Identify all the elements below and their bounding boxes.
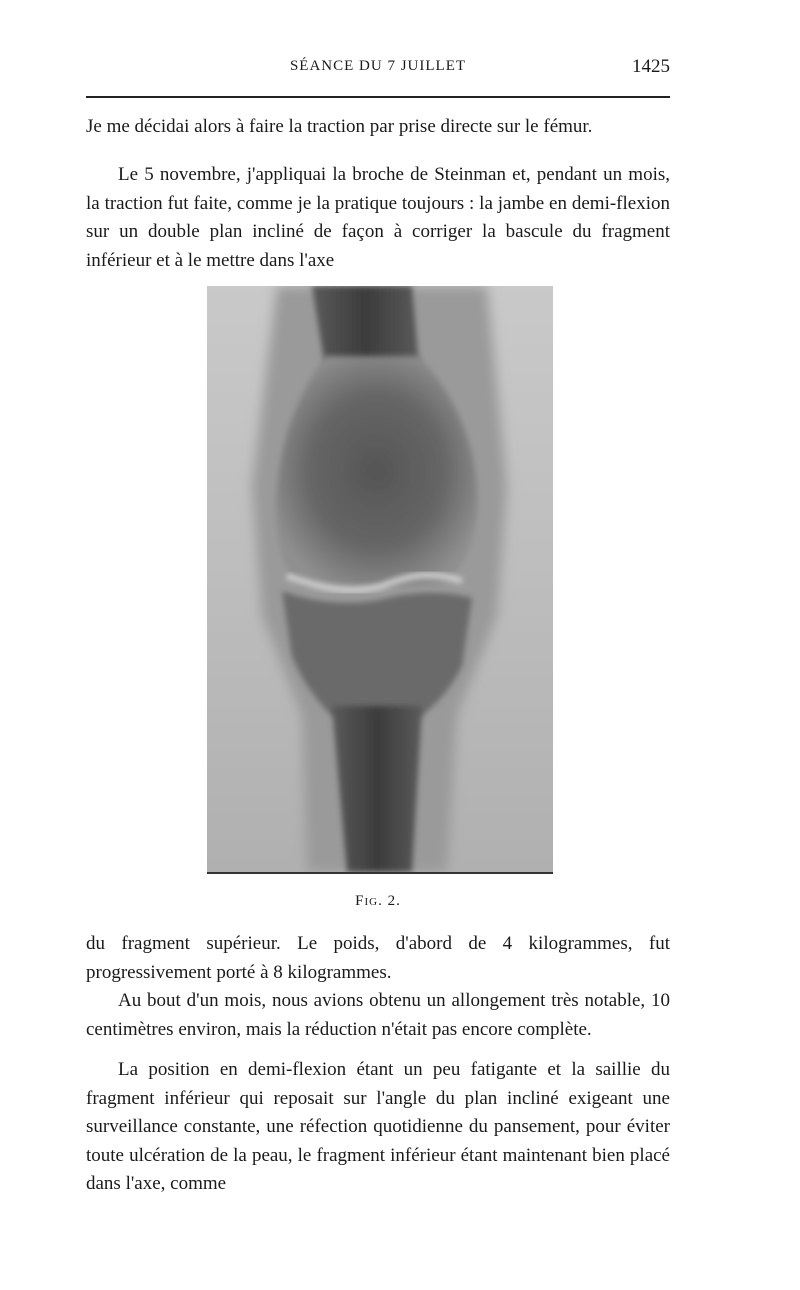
running-title: SÉANCE DU 7 JUILLET [289, 58, 467, 74]
knee-xray-image [207, 286, 553, 874]
paragraph-3: du fragment supérieur. Le poids, d'abord de 4 kilogrammes, fut progressivement porté à 8 kilogrammes. [86, 933, 670, 983]
page-number: 1425 [632, 56, 670, 77]
figure-caption: Fig. 2. [355, 893, 401, 909]
paragraph-2: Le 5 novembre, j'appliquai la broche de Steinman et, pendant un mois, la traction fut faite, comme je la pratique toujours : la jambe en demi-flexion sur un double plan incliné de façon à corriger la bascule du fragment inférieur et à le mettre dans l'axe [86, 164, 670, 271]
running-header [86, 58, 670, 84]
header-rule [86, 96, 670, 98]
paragraph-5: La position en demi-flexion étant un peu fatigante et la saillie du fragment inférieur qui reposait sur l'angle du plan incliné exigeant une surveillance constante, une réfection quotidienne du pansement, pour éviter toute ulcération de la peau, le fragment inférieur étant maintenant bien placé dans l'axe, comme [86, 1059, 670, 1195]
paragraph-1: Je me décidai alors à faire la traction par prise directe sur le fémur. [86, 116, 593, 137]
paragraph-4: Au bout d'un mois, nous avions obtenu un allongement très notable, 10 centimètres environ, mais la réduction n'était pas encore complète. [86, 990, 670, 1040]
